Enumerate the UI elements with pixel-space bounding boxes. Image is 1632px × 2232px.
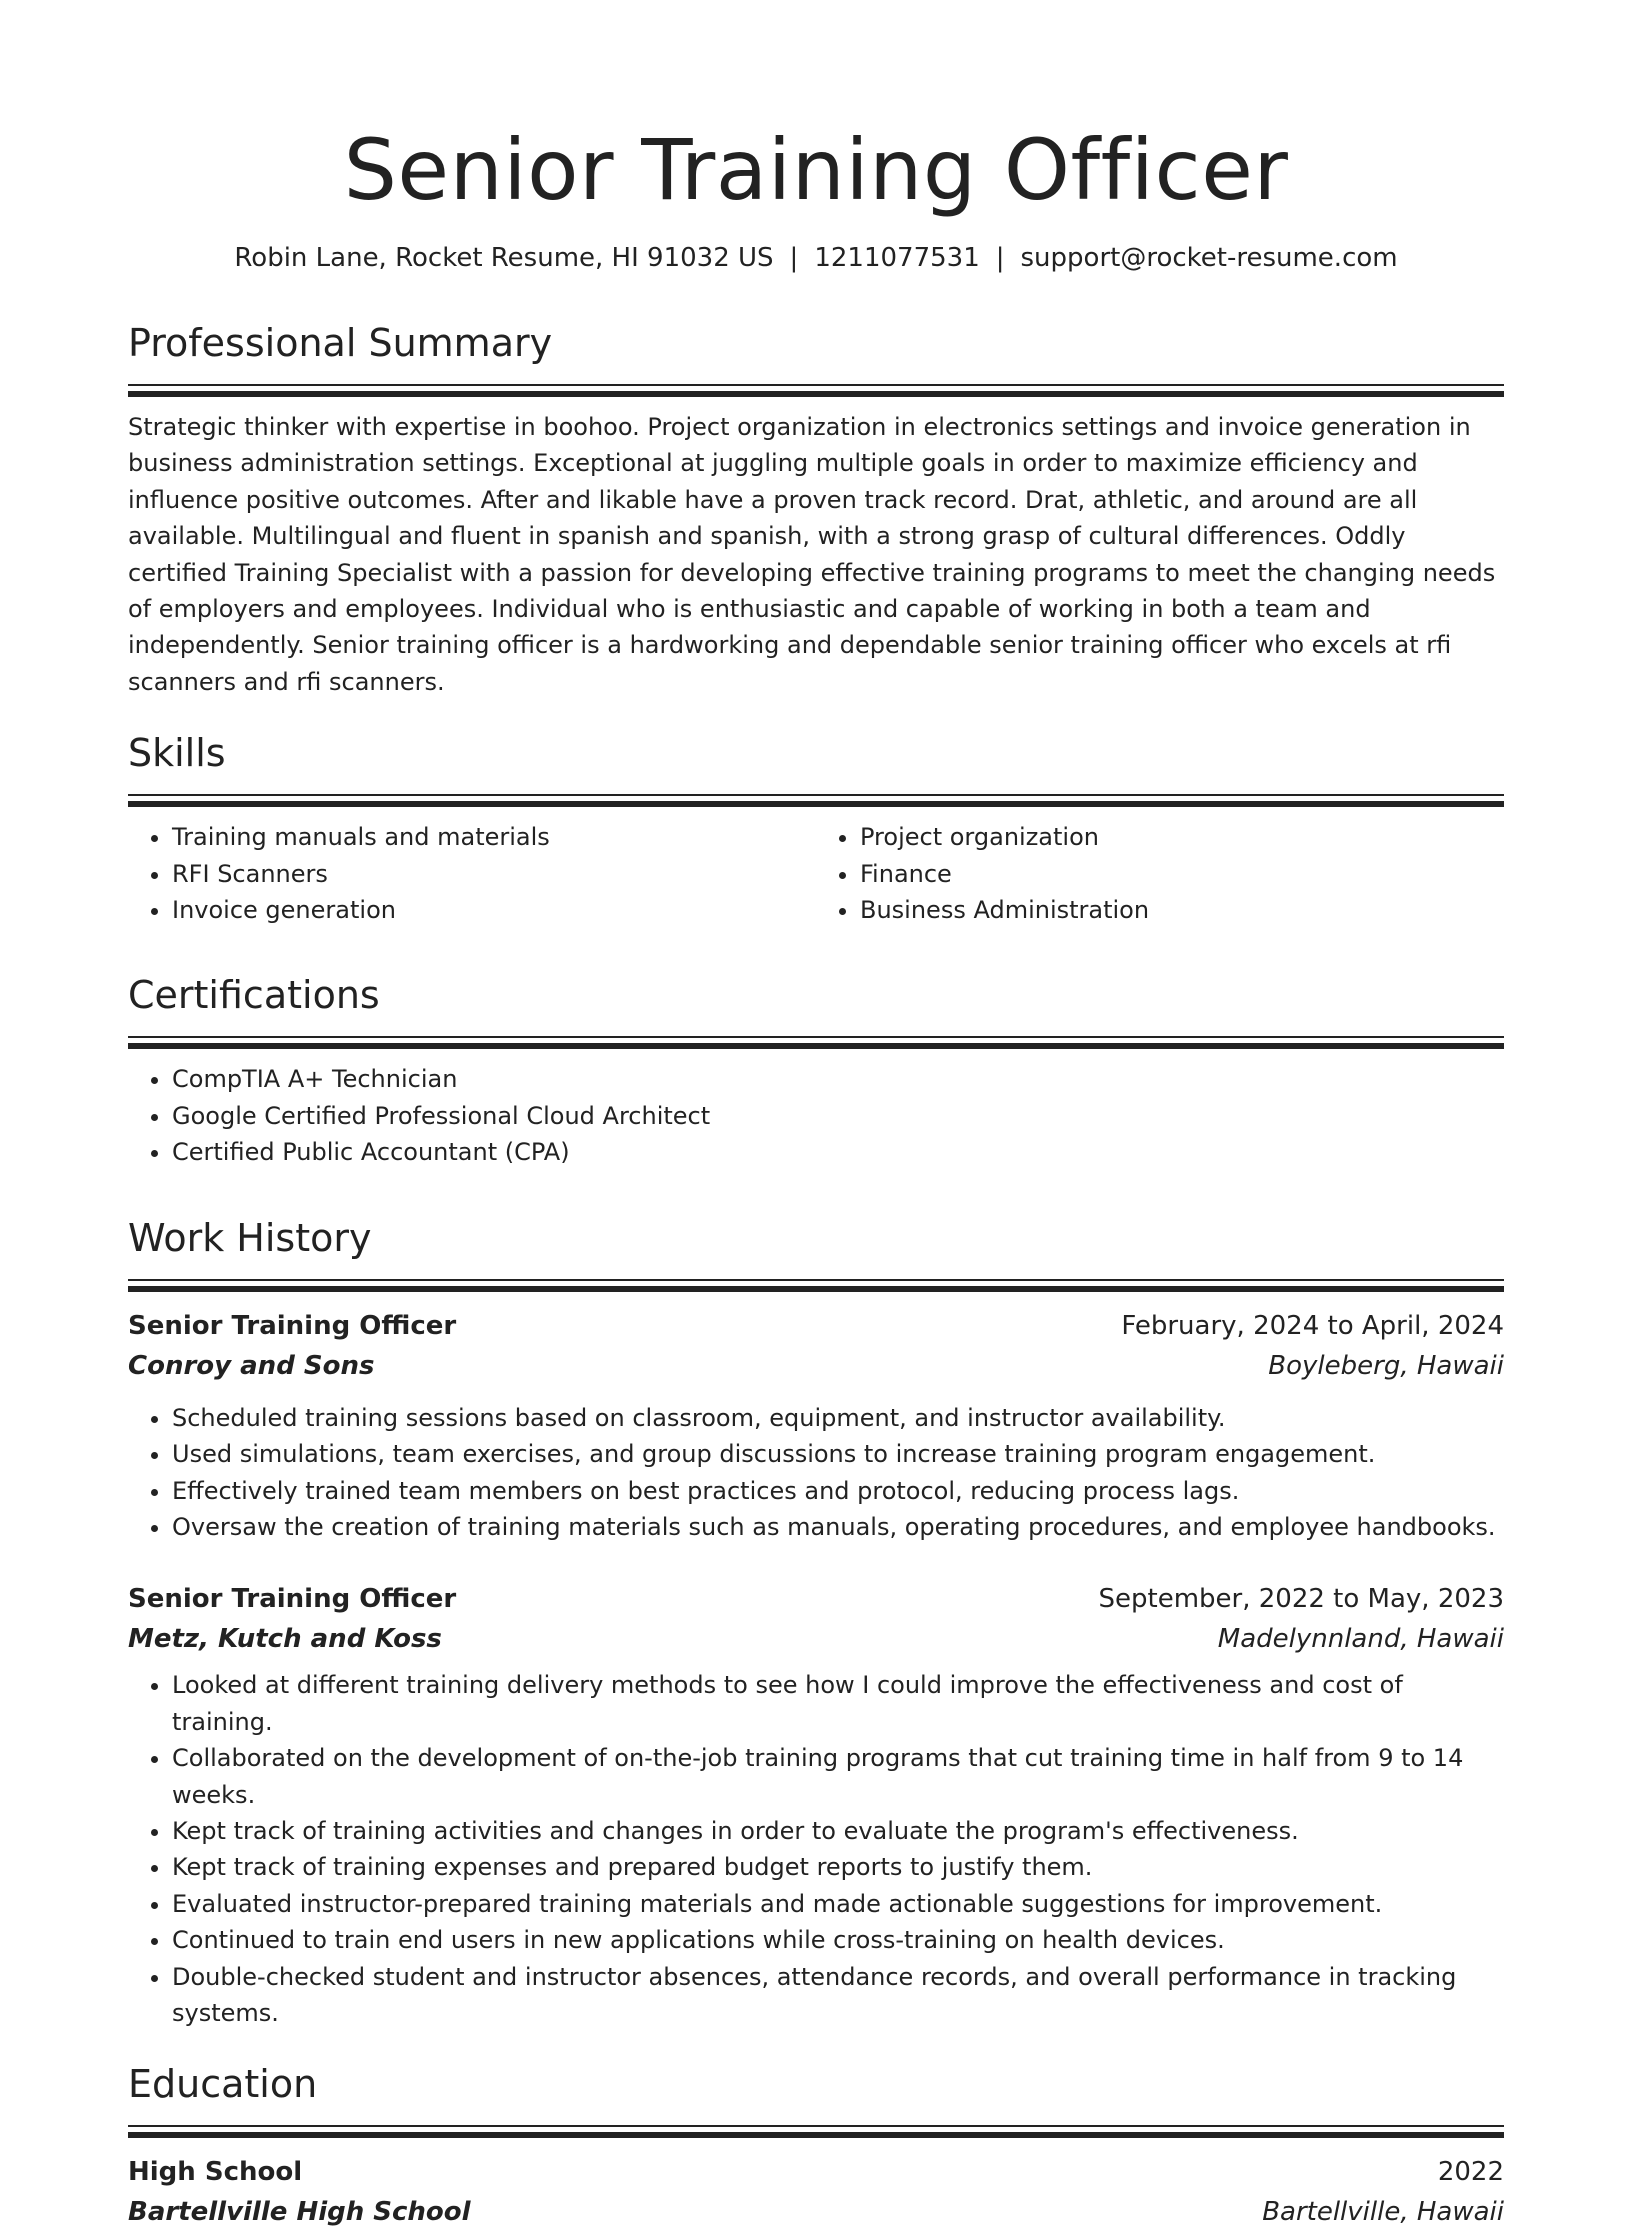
section-divider	[128, 384, 1504, 386]
skill-item: • Project organization	[860, 819, 1504, 855]
contact-separator: |	[789, 243, 799, 273]
education-year: 2022	[1437, 2157, 1504, 2188]
job-bullet: • Collaborated on the development of on-the-job training programs that cut training time in half from 9 to 14 weeks.	[172, 1740, 1504, 1813]
job-company: Conroy and Sons	[128, 1350, 375, 1381]
job-company: Metz, Kutch and Koss	[128, 1624, 442, 1655]
certifications-section	[128, 972, 1504, 1170]
contact-address: Robin Lane, Rocket Resume, HI 91032 US	[234, 243, 774, 273]
education-location: Bartellville, Hawaii	[1262, 2197, 1504, 2228]
section-divider	[128, 1043, 1504, 1049]
job-bullet: • Scheduled training sessions based on classroom, equipment, and instructor availability.	[172, 1400, 1504, 1436]
skill-item: • Invoice generation	[172, 892, 816, 928]
job-location: Boyleberg, Hawaii	[1268, 1350, 1504, 1381]
job-bullet: • Looked at different training delivery methods to see how I could improve the effectiveness and cost of training.	[172, 1667, 1504, 1740]
job-bullet: • Kept track of training activities and changes in order to evaluate the program's effectiveness.	[172, 1813, 1504, 1849]
job-bullet: • Continued to train end users in new applications while cross-training on health devices.	[172, 1922, 1504, 1958]
section-divider	[128, 794, 1504, 796]
job-bullets	[128, 1400, 1504, 1546]
job-header	[128, 1306, 1504, 1346]
section-divider	[128, 1286, 1504, 1292]
contact-separator: |	[995, 243, 1005, 273]
certification-item: • Google Certified Professional Cloud Architect	[172, 1098, 1504, 1134]
section-heading-summary: Professional Summary	[128, 321, 553, 365]
contact-line	[128, 240, 1504, 276]
certifications-list	[128, 1061, 1504, 1170]
job-bullet: • Double-checked student and instructor absences, attendance records, and overall performance in tracking systems.	[172, 1959, 1504, 2032]
section-divider	[128, 1036, 1504, 1038]
skills-columns	[128, 819, 1504, 928]
job-title: Senior Training Officer	[128, 1310, 457, 1341]
skill-item: • Business Administration	[860, 892, 1504, 928]
job-header	[128, 1579, 1504, 1619]
job-location: Madelynnland, Hawaii	[1217, 1624, 1504, 1655]
section-heading-education: Education	[128, 2062, 318, 2107]
job-bullet: • Evaluated instructor-prepared training materials and made actionable suggestions for improvement.	[172, 1886, 1504, 1922]
job-bullet: • Effectively trained team members on best practices and protocol, reducing process lags.	[172, 1473, 1504, 1509]
section-divider	[128, 391, 1504, 397]
section-divider	[128, 2125, 1504, 2127]
section-divider	[128, 1279, 1504, 1281]
certification-item: • CompTIA A+ Technician	[172, 1061, 1504, 1097]
job-dates: September, 2022 to May, 2023	[1098, 1584, 1504, 1615]
education-school: Bartellville High School	[128, 2197, 471, 2228]
education-header	[128, 2152, 1504, 2192]
education-degree: High School	[128, 2157, 303, 2188]
job-bullets	[128, 1667, 1504, 2031]
summary-section	[128, 320, 1504, 700]
section-divider	[128, 801, 1504, 807]
job-subheader	[128, 1346, 1504, 1386]
job-bullet: • Kept track of training expenses and prepared budget reports to justify them.	[172, 1849, 1504, 1885]
resume-title: Senior Training Officer	[343, 121, 1289, 219]
job-bullet: • Used simulations, team exercises, and group discussions to increase training program engagement.	[172, 1436, 1504, 1472]
job-subheader	[128, 1619, 1504, 1659]
skills-list-right	[816, 819, 1504, 928]
contact-phone: 1211077531	[814, 243, 980, 273]
skills-list-left	[128, 819, 816, 928]
summary-text: Strategic thinker with expertise in boohoo. Project organization in electronics settings and invoice generation in business administration settings. Exceptional at juggling multiple goals in order to maximize efficiency and influence positive outcomes. After and likable have a proven track record. Drat, athletic, and around are all available. Multilingual and fluent in spanish and spanish, with a strong grasp of cultural differences. Oddly certified Training Specialist with a passion for developing effective training programs to meet the changing needs of employers and employees. Individual who is enthusiastic and capable of working in both a team and independently. Senior training officer is a hardworking and dependable senior training officer who excels at rfi scanners and rfi scanners.	[128, 413, 1496, 696]
job-dates: February, 2024 to April, 2024	[1121, 1310, 1504, 1341]
job-entry	[128, 1579, 1504, 2031]
job-bullet: • Oversaw the creation of training materials such as manuals, operating procedures, and employee handbooks.	[172, 1509, 1504, 1545]
skill-item: • RFI Scanners	[172, 856, 816, 892]
education-entry	[128, 2152, 1504, 2232]
section-divider	[128, 2132, 1504, 2138]
certification-item: • Certified Public Accountant (CPA)	[172, 1134, 1504, 1170]
work-history-section	[128, 1215, 1504, 2032]
education-subheader	[128, 2192, 1504, 2232]
skills-section	[128, 730, 1504, 928]
job-entry	[128, 1306, 1504, 1546]
section-heading-certifications: Certifications	[128, 973, 380, 1018]
skill-item: • Finance	[860, 856, 1504, 892]
section-heading-skills: Skills	[128, 731, 226, 776]
section-heading-work-history: Work History	[128, 1215, 372, 1260]
job-title: Senior Training Officer	[128, 1584, 457, 1615]
skill-item: • Training manuals and materials	[172, 819, 816, 855]
contact-email: support@rocket-resume.com	[1020, 243, 1398, 273]
education-section	[128, 2061, 1504, 2232]
